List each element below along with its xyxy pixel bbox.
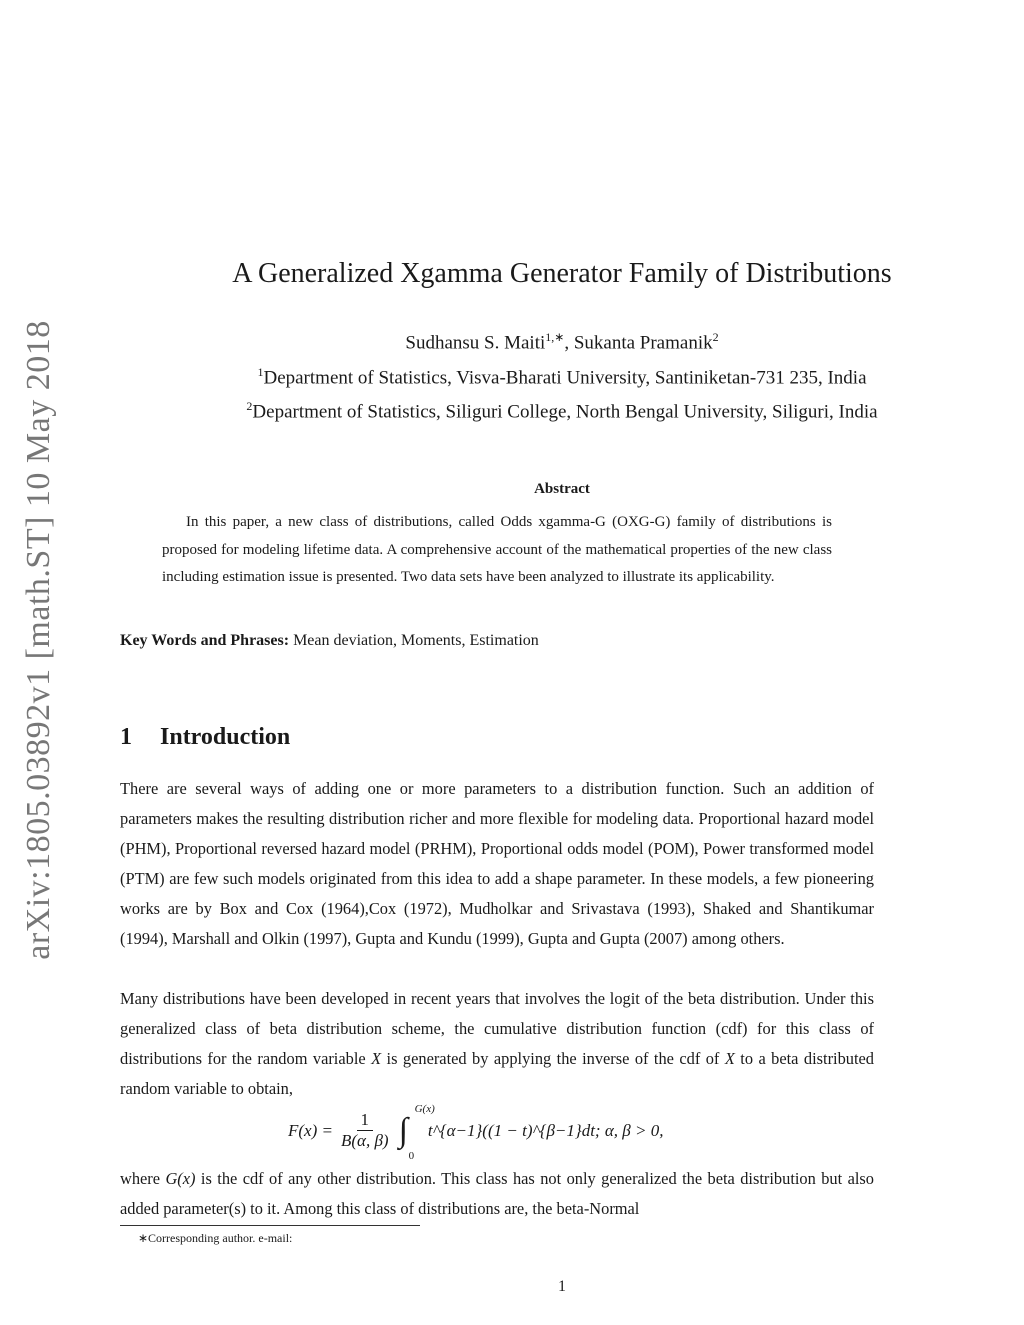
equation (288, 1102, 664, 1162)
paragraph-text: is the cdf of any other distribution. This class has not only generalized the beta distribution but also added parameter(s) to it. Among this class of distributions are, the beta-Normal (120, 1169, 874, 1218)
author-separator: , (564, 332, 574, 354)
affiliation-mark: 1,∗ (545, 330, 565, 344)
equation-lhs: F(x) = (288, 1120, 333, 1140)
page-number: 1 (558, 1278, 566, 1295)
paragraph-text: to a beta distributed random variable to obtain, (120, 1049, 874, 1098)
section-title: Introduction (160, 724, 291, 750)
integral-lower-limit: 0 (408, 1149, 415, 1162)
arxiv-identifier: arXiv:1805.03892v1 [math.ST] 10 May 2018 (20, 320, 57, 960)
author-name: Sudhansu S. Maiti (405, 332, 546, 354)
author-name: Sukanta Pramanik (573, 332, 713, 354)
affiliation-text: Department of Statistics, Visva-Bharati University, Santiniketan-731 235, India (263, 367, 867, 389)
paper-title: A Generalized Xgamma Generator Family of Distributions (232, 258, 892, 289)
math-variable: X (371, 1049, 382, 1068)
keywords (120, 632, 539, 650)
paragraph (120, 984, 874, 1104)
abstract-heading: Abstract (534, 481, 590, 497)
affiliation-mark: 2 (712, 330, 719, 344)
math-variable: G(x) (165, 1169, 196, 1188)
integral-upper-limit: G(x) (414, 1102, 435, 1115)
footnote: ∗Corresponding author. e-mail: (138, 1231, 293, 1245)
paragraph (120, 1164, 874, 1224)
keywords-label: Key Words and Phrases: (120, 632, 290, 649)
affiliation (100, 365, 1024, 389)
keywords-text: Mean deviation, Moments, Estimation (293, 632, 539, 649)
section-heading (120, 724, 290, 751)
paragraph: There are several ways of adding one or more parameters to a distribution function. Such an addition of parameters makes the resulting distribution richer and more flexible for modeling data. Proportional hazard model (PHM), Proportional reversed hazard model (PRHM), Proportional odds model (POM), Power transformed model (PTM) are few such models originated from this idea to add a shape parameter. In these models, a few pioneering works are by Box and Cox (1964),Cox (1972), Mudholkar and Srivastava (1993), Shaked and Shantikumar (1994), Marshall and Olkin (1997), Gupta and Kundu (1999), Gupta and Gupta (2007) among others. (120, 779, 874, 948)
paragraph-text: Many distributions have been developed in recent years that involves the logit of the beta distribution. Under this generalized class of beta distribution scheme, the cumulative distribution function (cdf) for this class of distributions for the random variable (120, 989, 874, 1068)
equation-fraction (341, 1110, 389, 1151)
equation-integrand: t^{α−1}((1 − t)^{β−1}dt; α, β > 0, (427, 1120, 664, 1140)
affiliation (100, 399, 1024, 423)
math-variable: X (724, 1049, 735, 1068)
footnote-divider (120, 1225, 420, 1226)
author-line (100, 330, 1024, 354)
section-number: 1 (120, 724, 132, 750)
affiliation-text: Department of Statistics, Siliguri College, North Bengal University, Siliguri, India (252, 401, 878, 423)
paragraph-text: where (120, 1169, 166, 1188)
fraction-denominator: B(α, β) (340, 1131, 389, 1150)
fraction-numerator: 1 (357, 1110, 374, 1131)
abstract-text: In this paper, a new class of distributions, called Odds xgamma-G (OXG-G) family of distributions is proposed for modeling lifetime data. A comprehensive account of the mathematical properties of the new class including estimation issue is presented. Two data sets have been analyzed to illustrate its applicability. (162, 514, 832, 585)
affiliation-mark: 2 (246, 399, 253, 413)
affiliation-mark: 1 (257, 365, 264, 379)
paragraph-text: is generated by applying the inverse of the cdf of (381, 1049, 725, 1068)
integral-sign: ∫ G(x) 0 (398, 1102, 435, 1162)
